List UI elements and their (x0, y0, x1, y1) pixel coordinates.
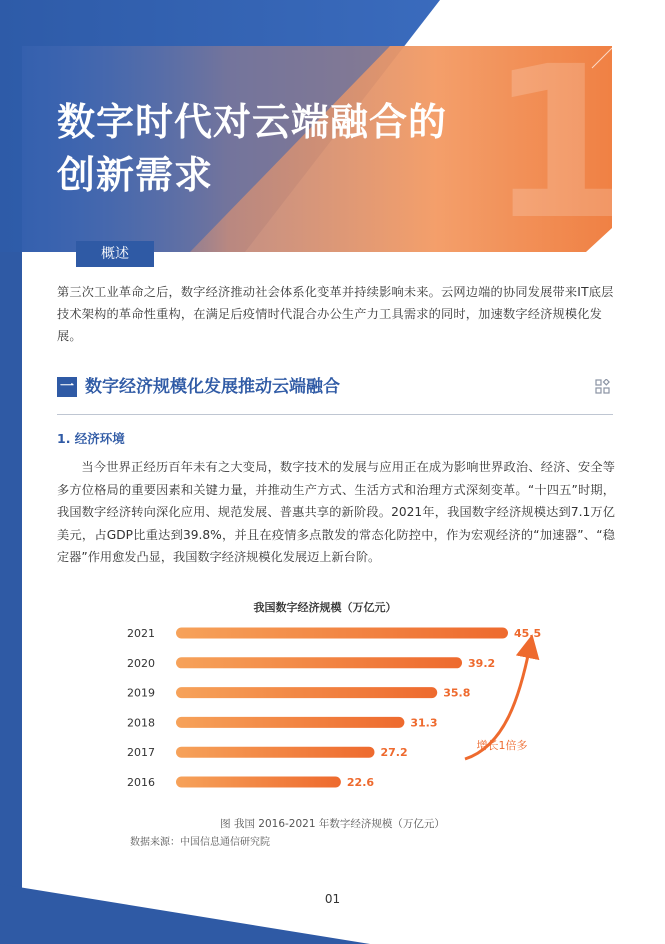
data-label: 27.2 (380, 746, 408, 760)
bar (176, 687, 437, 698)
data-label: 39.2 (468, 656, 496, 670)
category-label: 2019 (127, 686, 155, 700)
data-label: 45.5 (514, 627, 542, 640)
grid-icon (595, 379, 611, 399)
chart-title: 我国数字经济规模（万亿元） (253, 601, 397, 614)
figure-caption: 图 我国 2016-2021 年数字经济规模（万亿元） (220, 818, 445, 830)
data-label: 35.8 (443, 686, 471, 700)
bar-chart (110, 596, 560, 806)
data-label: 22.6 (346, 776, 375, 789)
bar (176, 657, 462, 668)
chart-annotation: 增长1倍多 (476, 739, 528, 752)
subsection-title: 1. 经济环境 (57, 431, 125, 446)
hero-banner (0, 0, 665, 266)
data-label: 31.3 (410, 716, 438, 730)
bar (176, 628, 508, 639)
figure-source: 数据来源：中国信息通信研究院 (130, 837, 270, 848)
section-title: 数字经济规模化发展推动云端融合 (85, 377, 340, 397)
bar (176, 717, 404, 728)
overview-paragraph: 第三次工业革命之后，数字经济推动社会体系化变革并持续影响未来。云网边端的协同发展带来IT底层技术架构的革命性重构，在满足后疫情时代混合办公生产力工具需求的同时，加速数字经济规模化发展。 (57, 285, 614, 343)
bar (176, 747, 374, 758)
category-label: 2016 (127, 776, 155, 789)
overview-tag: 概述 (76, 241, 154, 267)
page-number: 01 (324, 892, 341, 906)
category-label: 2018 (127, 716, 155, 730)
page-title-line-1: 数字时代对云端融合的 (57, 100, 448, 144)
category-label: 2020 (127, 656, 155, 670)
page-title-line-2: 创新需求 (57, 153, 214, 197)
chapter-number: 1 (488, 21, 635, 266)
section-header (57, 374, 613, 415)
category-label: 2021 (127, 627, 155, 640)
page-title (57, 96, 447, 202)
section-number: 一 (57, 377, 77, 397)
body-paragraph: 当今世界正经历百年未有之大变局，数字技术的发展与应用正在成为影响世界政治、经济、安全等多方位格局的重要因素和关键力量，并推动生产方式、生活方式和治理方式深刻变革。“十四五”时期，我国数字经济转向深化应用、规范发展、普惠共享的新阶段。2021年，我国数字经济规模达到7.1万亿美元，占GDP比重达到39.8%，并且在疫情多点散发的常态化防控中，作为宏观经济的“加速器”、“稳定器”作用愈发凸显，我国数字经济规模化发展迈上新台阶。 (57, 460, 615, 565)
category-label: 2017 (127, 746, 155, 760)
bar (176, 777, 341, 788)
